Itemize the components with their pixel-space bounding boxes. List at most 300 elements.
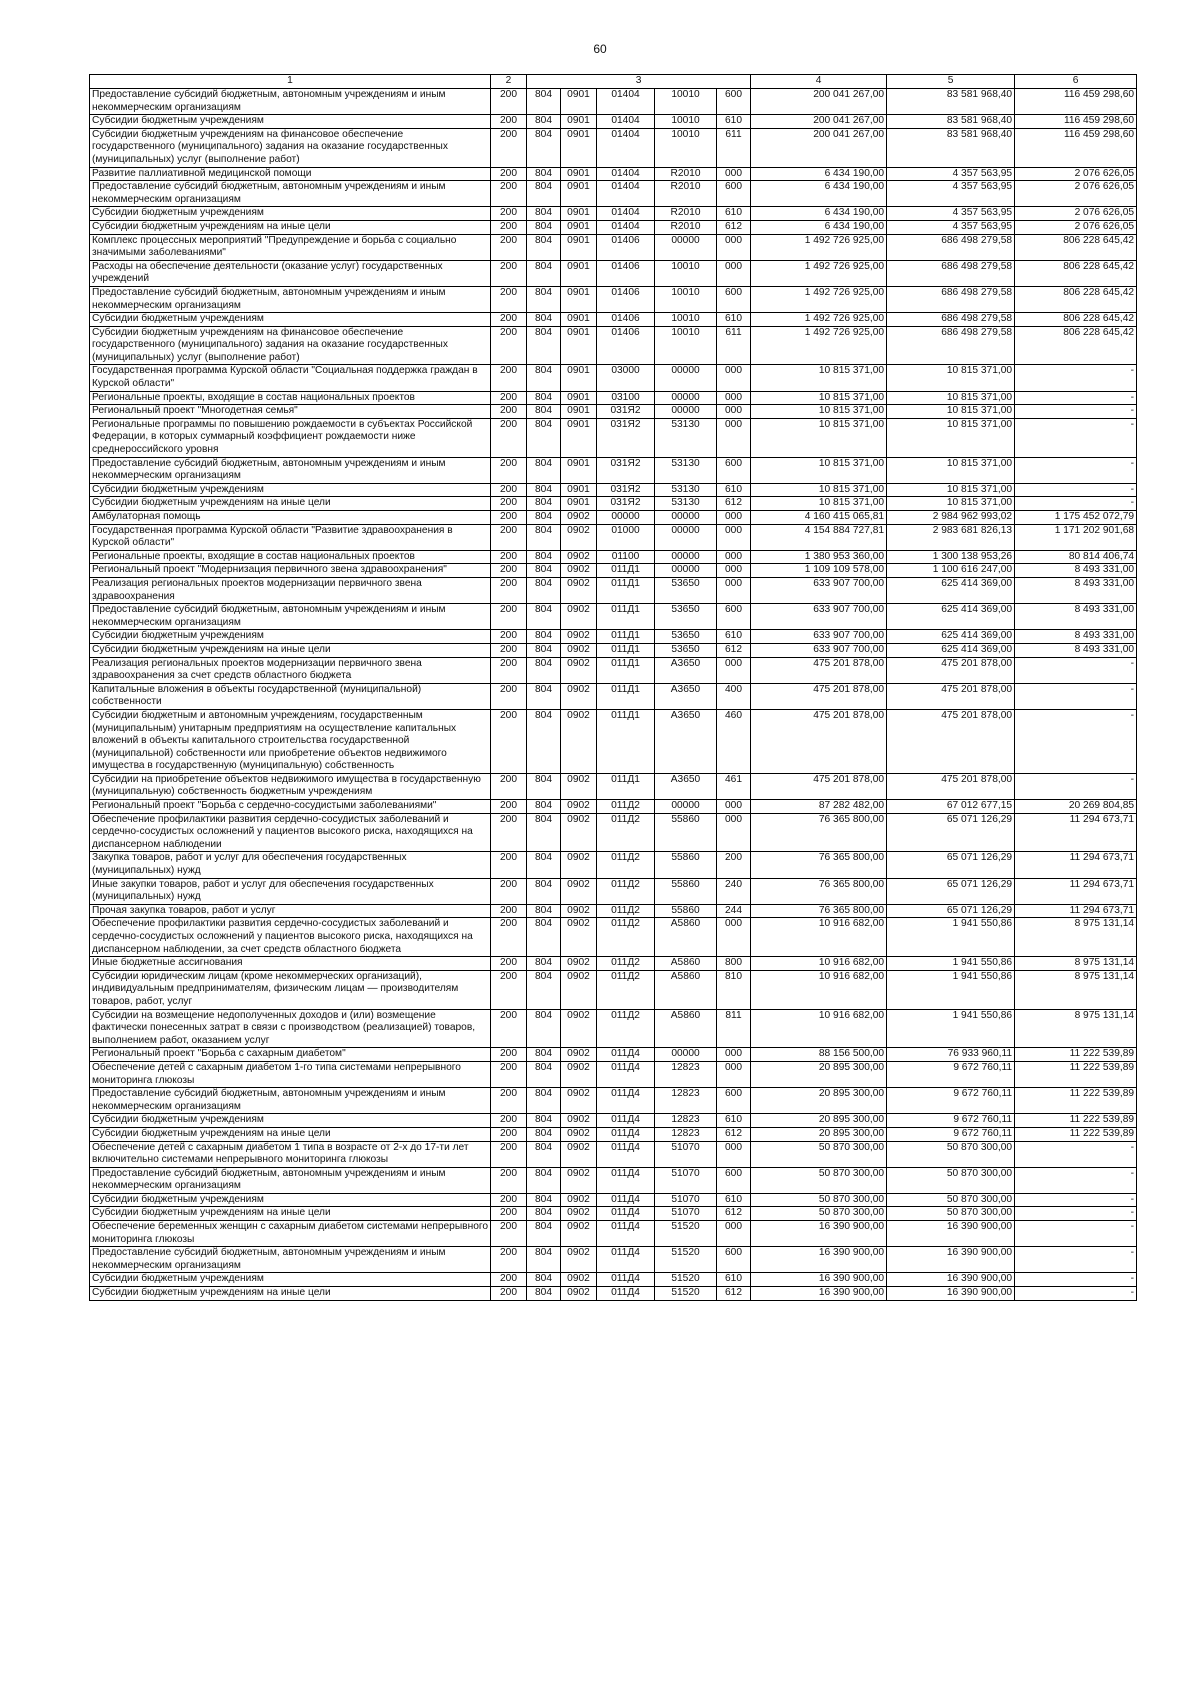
plan-amount-cell: 76 365 800,00 bbox=[751, 852, 887, 878]
direction-code-cell: R2010 bbox=[655, 207, 717, 221]
program-code-cell: 011Д1 bbox=[597, 773, 655, 799]
table-row bbox=[90, 418, 1137, 457]
name-cell: Субсидии юридическим лицам (кроме некоммерческих организаций), индивидуальным предпринимателям, физическим лицам — производителям товаров, работ, услуг bbox=[90, 970, 491, 1009]
section-code-cell: 804 bbox=[527, 800, 561, 814]
plan-amount-cell: 10 815 371,00 bbox=[751, 483, 887, 497]
expense-type-cell: 000 bbox=[717, 234, 751, 260]
expense-type-cell: 600 bbox=[717, 1088, 751, 1114]
subsection-code-cell: 0902 bbox=[561, 643, 597, 657]
name-cell: Субсидии на возмещение недополученных доходов и (или) возмещение фактически понесенных затрат в связи с производством (реализацией) товаров, выполнением работ, оказанием услуг bbox=[90, 1009, 491, 1048]
direction-code-cell: 53130 bbox=[655, 497, 717, 511]
subsection-code-cell: 0902 bbox=[561, 773, 597, 799]
plan-amount-cell: 6 434 190,00 bbox=[751, 220, 887, 234]
direction-code-cell: А3650 bbox=[655, 709, 717, 773]
plan-amount-cell: 475 201 878,00 bbox=[751, 709, 887, 773]
section-code-cell: 804 bbox=[527, 220, 561, 234]
executed-amount-cell: 9 672 760,11 bbox=[887, 1127, 1015, 1141]
name-cell: Субсидии бюджетным учреждениям bbox=[90, 483, 491, 497]
expense-type-cell: 600 bbox=[717, 457, 751, 483]
executed-amount-cell: 475 201 878,00 bbox=[887, 709, 1015, 773]
direction-code-cell: 55860 bbox=[655, 813, 717, 852]
executed-amount-cell: 625 414 369,00 bbox=[887, 577, 1015, 603]
table-row bbox=[90, 220, 1137, 234]
executed-amount-cell: 4 357 563,95 bbox=[887, 220, 1015, 234]
admin-code-cell: 200 bbox=[491, 260, 527, 286]
remainder-amount-cell: 8 975 131,14 bbox=[1015, 957, 1137, 971]
admin-code-cell: 200 bbox=[491, 852, 527, 878]
plan-amount-cell: 6 434 190,00 bbox=[751, 181, 887, 207]
admin-code-cell: 200 bbox=[491, 1127, 527, 1141]
remainder-amount-cell: - bbox=[1015, 1193, 1137, 1207]
expense-type-cell: 610 bbox=[717, 630, 751, 644]
expense-type-cell: 610 bbox=[717, 483, 751, 497]
remainder-amount-cell: 11 294 673,71 bbox=[1015, 904, 1137, 918]
table-row bbox=[90, 181, 1137, 207]
direction-code-cell: 53650 bbox=[655, 630, 717, 644]
executed-amount-cell: 10 815 371,00 bbox=[887, 483, 1015, 497]
name-cell: Развитие паллиативной медицинской помощи bbox=[90, 167, 491, 181]
name-cell: Субсидии бюджетным учреждениям на иные цели bbox=[90, 1207, 491, 1221]
subsection-code-cell: 0901 bbox=[561, 405, 597, 419]
expense-type-cell: 461 bbox=[717, 773, 751, 799]
expense-type-cell: 610 bbox=[717, 1193, 751, 1207]
direction-code-cell: 53130 bbox=[655, 457, 717, 483]
table-row bbox=[90, 630, 1137, 644]
executed-amount-cell: 83 581 968,40 bbox=[887, 128, 1015, 167]
section-code-cell: 804 bbox=[527, 1114, 561, 1128]
name-cell: Амбулаторная помощь bbox=[90, 511, 491, 525]
executed-amount-cell: 475 201 878,00 bbox=[887, 657, 1015, 683]
plan-amount-cell: 10 815 371,00 bbox=[751, 418, 887, 457]
direction-code-cell: 00000 bbox=[655, 1048, 717, 1062]
expense-type-cell: 000 bbox=[717, 1141, 751, 1167]
admin-code-cell: 200 bbox=[491, 1048, 527, 1062]
table-row bbox=[90, 207, 1137, 221]
table-row bbox=[90, 577, 1137, 603]
section-code-cell: 804 bbox=[527, 181, 561, 207]
section-code-cell: 804 bbox=[527, 326, 561, 365]
name-cell: Региональные проекты, входящие в состав национальных проектов bbox=[90, 391, 491, 405]
expense-type-cell: 000 bbox=[717, 1061, 751, 1087]
subsection-code-cell: 0901 bbox=[561, 286, 597, 312]
program-code-cell: 01406 bbox=[597, 234, 655, 260]
admin-code-cell: 200 bbox=[491, 1193, 527, 1207]
section-code-cell: 804 bbox=[527, 511, 561, 525]
executed-amount-cell: 686 498 279,58 bbox=[887, 260, 1015, 286]
name-cell: Предоставление субсидий бюджетным, автономным учреждениям и иным некоммерческим организациям bbox=[90, 1088, 491, 1114]
admin-code-cell: 200 bbox=[491, 457, 527, 483]
admin-code-cell: 200 bbox=[491, 128, 527, 167]
remainder-amount-cell: 11 222 539,89 bbox=[1015, 1088, 1137, 1114]
direction-code-cell: 51520 bbox=[655, 1287, 717, 1301]
expense-type-cell: 600 bbox=[717, 89, 751, 115]
program-code-cell: 011Д4 bbox=[597, 1114, 655, 1128]
expense-type-cell: 000 bbox=[717, 813, 751, 852]
executed-amount-cell: 10 815 371,00 bbox=[887, 391, 1015, 405]
program-code-cell: 011Д4 bbox=[597, 1247, 655, 1273]
table-row bbox=[90, 234, 1137, 260]
name-cell: Иные бюджетные ассигнования bbox=[90, 957, 491, 971]
direction-code-cell: 51070 bbox=[655, 1193, 717, 1207]
admin-code-cell: 200 bbox=[491, 207, 527, 221]
program-code-cell: 011Д1 bbox=[597, 683, 655, 709]
executed-amount-cell: 50 870 300,00 bbox=[887, 1207, 1015, 1221]
admin-code-cell: 200 bbox=[491, 630, 527, 644]
section-code-cell: 804 bbox=[527, 1127, 561, 1141]
program-code-cell: 011Д4 bbox=[597, 1287, 655, 1301]
executed-amount-cell: 686 498 279,58 bbox=[887, 286, 1015, 312]
expense-type-cell: 000 bbox=[717, 657, 751, 683]
remainder-amount-cell: - bbox=[1015, 1167, 1137, 1193]
section-code-cell: 804 bbox=[527, 1247, 561, 1273]
admin-code-cell: 200 bbox=[491, 1273, 527, 1287]
direction-code-cell: 10010 bbox=[655, 128, 717, 167]
table-row bbox=[90, 852, 1137, 878]
section-code-cell: 804 bbox=[527, 497, 561, 511]
section-code-cell: 804 bbox=[527, 604, 561, 630]
program-code-cell: 01000 bbox=[597, 524, 655, 550]
name-cell: Субсидии бюджетным учреждениям на финансовое обеспечение государственного (муниципального) задания на оказание государственных (муниципальных) услуг (выполнение работ) bbox=[90, 128, 491, 167]
name-cell: Региональный проект "Борьба с сердечно-сосудистыми заболеваниями" bbox=[90, 800, 491, 814]
executed-amount-cell: 65 071 126,29 bbox=[887, 904, 1015, 918]
header-col-1: 1 bbox=[90, 75, 491, 89]
admin-code-cell: 200 bbox=[491, 313, 527, 327]
admin-code-cell: 200 bbox=[491, 167, 527, 181]
expense-type-cell: 600 bbox=[717, 286, 751, 312]
table-row bbox=[90, 918, 1137, 957]
table-row bbox=[90, 511, 1137, 525]
section-code-cell: 804 bbox=[527, 1088, 561, 1114]
plan-amount-cell: 76 365 800,00 bbox=[751, 813, 887, 852]
subsection-code-cell: 0901 bbox=[561, 483, 597, 497]
plan-amount-cell: 16 390 900,00 bbox=[751, 1273, 887, 1287]
direction-code-cell: 55860 bbox=[655, 878, 717, 904]
program-code-cell: 01404 bbox=[597, 207, 655, 221]
table-row bbox=[90, 709, 1137, 773]
direction-code-cell: 00000 bbox=[655, 550, 717, 564]
admin-code-cell: 200 bbox=[491, 643, 527, 657]
subsection-code-cell: 0902 bbox=[561, 852, 597, 878]
table-row bbox=[90, 904, 1137, 918]
executed-amount-cell: 65 071 126,29 bbox=[887, 813, 1015, 852]
subsection-code-cell: 0901 bbox=[561, 220, 597, 234]
subsection-code-cell: 0901 bbox=[561, 207, 597, 221]
admin-code-cell: 200 bbox=[491, 115, 527, 129]
subsection-code-cell: 0902 bbox=[561, 1009, 597, 1048]
program-code-cell: 011Д1 bbox=[597, 709, 655, 773]
name-cell: Субсидии на приобретение объектов недвижимого имущества в государственную (муниципальную) собственность бюджетным учреждениям bbox=[90, 773, 491, 799]
plan-amount-cell: 20 895 300,00 bbox=[751, 1088, 887, 1114]
subsection-code-cell: 0901 bbox=[561, 497, 597, 511]
direction-code-cell: 12823 bbox=[655, 1088, 717, 1114]
plan-amount-cell: 10 916 682,00 bbox=[751, 957, 887, 971]
section-code-cell: 804 bbox=[527, 709, 561, 773]
remainder-amount-cell: 11 222 539,89 bbox=[1015, 1127, 1137, 1141]
admin-code-cell: 200 bbox=[491, 577, 527, 603]
expense-type-cell: 600 bbox=[717, 1167, 751, 1193]
direction-code-cell: 00000 bbox=[655, 524, 717, 550]
section-code-cell: 804 bbox=[527, 577, 561, 603]
admin-code-cell: 200 bbox=[491, 418, 527, 457]
remainder-amount-cell: 11 222 539,89 bbox=[1015, 1048, 1137, 1062]
table-row bbox=[90, 89, 1137, 115]
plan-amount-cell: 20 895 300,00 bbox=[751, 1127, 887, 1141]
remainder-amount-cell: - bbox=[1015, 365, 1137, 391]
admin-code-cell: 200 bbox=[491, 89, 527, 115]
expense-type-cell: 000 bbox=[717, 1048, 751, 1062]
executed-amount-cell: 1 941 550,86 bbox=[887, 918, 1015, 957]
expense-type-cell: 800 bbox=[717, 957, 751, 971]
name-cell: Субсидии бюджетным учреждениям bbox=[90, 1114, 491, 1128]
executed-amount-cell: 4 357 563,95 bbox=[887, 207, 1015, 221]
direction-code-cell: 51520 bbox=[655, 1273, 717, 1287]
program-code-cell: 011Д2 bbox=[597, 904, 655, 918]
executed-amount-cell: 76 933 960,11 bbox=[887, 1048, 1015, 1062]
subsection-code-cell: 0902 bbox=[561, 683, 597, 709]
program-code-cell: 01100 bbox=[597, 550, 655, 564]
expense-type-cell: 000 bbox=[717, 918, 751, 957]
plan-amount-cell: 6 434 190,00 bbox=[751, 167, 887, 181]
name-cell: Субсидии бюджетным учреждениям bbox=[90, 630, 491, 644]
remainder-amount-cell: 8 493 331,00 bbox=[1015, 577, 1137, 603]
direction-code-cell: 10010 bbox=[655, 89, 717, 115]
plan-amount-cell: 10 815 371,00 bbox=[751, 405, 887, 419]
direction-code-cell: А5860 bbox=[655, 1009, 717, 1048]
expense-type-cell: 000 bbox=[717, 524, 751, 550]
subsection-code-cell: 0902 bbox=[561, 1088, 597, 1114]
name-cell: Государственная программа Курской области "Социальная поддержка граждан в Курской области" bbox=[90, 365, 491, 391]
plan-amount-cell: 50 870 300,00 bbox=[751, 1167, 887, 1193]
plan-amount-cell: 76 365 800,00 bbox=[751, 904, 887, 918]
expense-type-cell: 000 bbox=[717, 260, 751, 286]
remainder-amount-cell: 1 171 202 901,68 bbox=[1015, 524, 1137, 550]
plan-amount-cell: 50 870 300,00 bbox=[751, 1207, 887, 1221]
executed-amount-cell: 50 870 300,00 bbox=[887, 1167, 1015, 1193]
expense-type-cell: 610 bbox=[717, 115, 751, 129]
table-row bbox=[90, 1009, 1137, 1048]
section-code-cell: 804 bbox=[527, 683, 561, 709]
plan-amount-cell: 16 390 900,00 bbox=[751, 1221, 887, 1247]
admin-code-cell: 200 bbox=[491, 709, 527, 773]
plan-amount-cell: 87 282 482,00 bbox=[751, 800, 887, 814]
expense-type-cell: 000 bbox=[717, 511, 751, 525]
subsection-code-cell: 0902 bbox=[561, 550, 597, 564]
plan-amount-cell: 1 492 726 925,00 bbox=[751, 326, 887, 365]
name-cell: Закупка товаров, работ и услуг для обеспечения государственных (муниципальных) нужд bbox=[90, 852, 491, 878]
section-code-cell: 804 bbox=[527, 234, 561, 260]
table-row bbox=[90, 1167, 1137, 1193]
plan-amount-cell: 10 916 682,00 bbox=[751, 918, 887, 957]
program-code-cell: 011Д1 bbox=[597, 657, 655, 683]
remainder-amount-cell: 8 975 131,14 bbox=[1015, 1009, 1137, 1048]
remainder-amount-cell: 116 459 298,60 bbox=[1015, 128, 1137, 167]
admin-code-cell: 200 bbox=[491, 483, 527, 497]
executed-amount-cell: 625 414 369,00 bbox=[887, 604, 1015, 630]
plan-amount-cell: 50 870 300,00 bbox=[751, 1193, 887, 1207]
section-code-cell: 804 bbox=[527, 1273, 561, 1287]
admin-code-cell: 200 bbox=[491, 918, 527, 957]
program-code-cell: 011Д1 bbox=[597, 564, 655, 578]
remainder-amount-cell: 8 493 331,00 bbox=[1015, 604, 1137, 630]
section-code-cell: 804 bbox=[527, 564, 561, 578]
program-code-cell: 011Д4 bbox=[597, 1221, 655, 1247]
expense-type-cell: 610 bbox=[717, 207, 751, 221]
table-row bbox=[90, 365, 1137, 391]
section-code-cell: 804 bbox=[527, 1048, 561, 1062]
subsection-code-cell: 0902 bbox=[561, 957, 597, 971]
plan-amount-cell: 16 390 900,00 bbox=[751, 1287, 887, 1301]
table-row bbox=[90, 564, 1137, 578]
name-cell: Прочая закупка товаров, работ и услуг bbox=[90, 904, 491, 918]
admin-code-cell: 200 bbox=[491, 564, 527, 578]
direction-code-cell: А5860 bbox=[655, 918, 717, 957]
subsection-code-cell: 0902 bbox=[561, 904, 597, 918]
name-cell: Субсидии бюджетным учреждениям bbox=[90, 313, 491, 327]
section-code-cell: 804 bbox=[527, 207, 561, 221]
direction-code-cell: 00000 bbox=[655, 511, 717, 525]
admin-code-cell: 200 bbox=[491, 657, 527, 683]
section-code-cell: 804 bbox=[527, 1193, 561, 1207]
subsection-code-cell: 0901 bbox=[561, 89, 597, 115]
admin-code-cell: 200 bbox=[491, 524, 527, 550]
remainder-amount-cell: - bbox=[1015, 1247, 1137, 1273]
plan-amount-cell: 10 815 371,00 bbox=[751, 365, 887, 391]
expense-type-cell: 610 bbox=[717, 1114, 751, 1128]
section-code-cell: 804 bbox=[527, 970, 561, 1009]
remainder-amount-cell: - bbox=[1015, 1141, 1137, 1167]
section-code-cell: 804 bbox=[527, 286, 561, 312]
program-code-cell: 031Я2 bbox=[597, 483, 655, 497]
section-code-cell: 804 bbox=[527, 918, 561, 957]
admin-code-cell: 200 bbox=[491, 773, 527, 799]
remainder-amount-cell: 806 228 645,42 bbox=[1015, 260, 1137, 286]
name-cell: Субсидии бюджетным учреждениям на иные цели bbox=[90, 1287, 491, 1301]
direction-code-cell: 00000 bbox=[655, 391, 717, 405]
plan-amount-cell: 200 041 267,00 bbox=[751, 115, 887, 129]
direction-code-cell: 55860 bbox=[655, 852, 717, 878]
expense-type-cell: 000 bbox=[717, 550, 751, 564]
subsection-code-cell: 0902 bbox=[561, 604, 597, 630]
name-cell: Субсидии бюджетным и автономным учреждениям, государственным (муниципальным) унитарным предприятиям на осуществление капитальных вложений в объекты капитального строительства государственной (муниципальной) собственности или приобретение объектов недвижимого имущества в государственную (муниципальную) собственность bbox=[90, 709, 491, 773]
expense-type-cell: 610 bbox=[717, 1273, 751, 1287]
expense-type-cell: 000 bbox=[717, 564, 751, 578]
name-cell: Субсидии бюджетным учреждениям bbox=[90, 207, 491, 221]
section-code-cell: 804 bbox=[527, 89, 561, 115]
section-code-cell: 804 bbox=[527, 167, 561, 181]
section-code-cell: 804 bbox=[527, 313, 561, 327]
table-row bbox=[90, 524, 1137, 550]
expense-type-cell: 810 bbox=[717, 970, 751, 1009]
remainder-amount-cell: - bbox=[1015, 1207, 1137, 1221]
header-row bbox=[90, 75, 1137, 89]
remainder-amount-cell: - bbox=[1015, 418, 1137, 457]
plan-amount-cell: 633 907 700,00 bbox=[751, 604, 887, 630]
expense-type-cell: 612 bbox=[717, 497, 751, 511]
section-code-cell: 804 bbox=[527, 1287, 561, 1301]
plan-amount-cell: 1 109 109 578,00 bbox=[751, 564, 887, 578]
table-row bbox=[90, 483, 1137, 497]
section-code-cell: 804 bbox=[527, 1207, 561, 1221]
executed-amount-cell: 686 498 279,58 bbox=[887, 234, 1015, 260]
plan-amount-cell: 4 154 884 727,81 bbox=[751, 524, 887, 550]
section-code-cell: 804 bbox=[527, 391, 561, 405]
name-cell: Обеспечение детей с сахарным диабетом 1 типа в возрасте от 2-х до 17-ти лет включительно системами непрерывного мониторинга глюкозы bbox=[90, 1141, 491, 1167]
table-row bbox=[90, 878, 1137, 904]
program-code-cell: 011Д4 bbox=[597, 1088, 655, 1114]
program-code-cell: 01406 bbox=[597, 286, 655, 312]
name-cell: Комплекс процессных мероприятий "Предупреждение и борьба с социально значимыми заболеваниями" bbox=[90, 234, 491, 260]
section-code-cell: 804 bbox=[527, 852, 561, 878]
executed-amount-cell: 1 100 616 247,00 bbox=[887, 564, 1015, 578]
program-code-cell: 011Д1 bbox=[597, 604, 655, 630]
subsection-code-cell: 0902 bbox=[561, 1247, 597, 1273]
admin-code-cell: 200 bbox=[491, 326, 527, 365]
plan-amount-cell: 20 895 300,00 bbox=[751, 1061, 887, 1087]
executed-amount-cell: 1 941 550,86 bbox=[887, 957, 1015, 971]
table-row bbox=[90, 497, 1137, 511]
executed-amount-cell: 625 414 369,00 bbox=[887, 643, 1015, 657]
executed-amount-cell: 1 300 138 953,26 bbox=[887, 550, 1015, 564]
remainder-amount-cell: 20 269 804,85 bbox=[1015, 800, 1137, 814]
direction-code-cell: R2010 bbox=[655, 220, 717, 234]
program-code-cell: 011Д4 bbox=[597, 1273, 655, 1287]
name-cell: Предоставление субсидий бюджетным, автономным учреждениям и иным некоммерческим организациям bbox=[90, 604, 491, 630]
header-col-4: 4 bbox=[751, 75, 887, 89]
admin-code-cell: 200 bbox=[491, 286, 527, 312]
remainder-amount-cell: - bbox=[1015, 405, 1137, 419]
name-cell: Обеспечение детей с сахарным диабетом 1-го типа системами непрерывного мониторинга глюкозы bbox=[90, 1061, 491, 1087]
executed-amount-cell: 625 414 369,00 bbox=[887, 630, 1015, 644]
remainder-amount-cell: 1 175 452 072,79 bbox=[1015, 511, 1137, 525]
table-row bbox=[90, 550, 1137, 564]
program-code-cell: 011Д2 bbox=[597, 878, 655, 904]
plan-amount-cell: 475 201 878,00 bbox=[751, 773, 887, 799]
remainder-amount-cell: 806 228 645,42 bbox=[1015, 313, 1137, 327]
expense-type-cell: 612 bbox=[717, 1207, 751, 1221]
program-code-cell: 031Я2 bbox=[597, 405, 655, 419]
name-cell: Субсидии бюджетным учреждениям bbox=[90, 115, 491, 129]
section-code-cell: 804 bbox=[527, 630, 561, 644]
name-cell: Обеспечение профилактики развития сердечно-сосудистых заболеваний и сердечно-сосудистых осложнений у пациентов высокого риска, находящихся на диспансерном наблюдении, за счет средств областного бюджета bbox=[90, 918, 491, 957]
expense-type-cell: 240 bbox=[717, 878, 751, 904]
name-cell: Субсидии бюджетным учреждениям на иные цели bbox=[90, 1127, 491, 1141]
admin-code-cell: 200 bbox=[491, 957, 527, 971]
direction-code-cell: 00000 bbox=[655, 800, 717, 814]
executed-amount-cell: 16 390 900,00 bbox=[887, 1221, 1015, 1247]
subsection-code-cell: 0902 bbox=[561, 1287, 597, 1301]
executed-amount-cell: 2 984 962 993,02 bbox=[887, 511, 1015, 525]
table-row bbox=[90, 957, 1137, 971]
executed-amount-cell: 475 201 878,00 bbox=[887, 773, 1015, 799]
table-row bbox=[90, 167, 1137, 181]
program-code-cell: 011Д2 bbox=[597, 852, 655, 878]
plan-amount-cell: 88 156 500,00 bbox=[751, 1048, 887, 1062]
subsection-code-cell: 0902 bbox=[561, 1141, 597, 1167]
table-row bbox=[90, 657, 1137, 683]
program-code-cell: 011Д2 bbox=[597, 970, 655, 1009]
remainder-amount-cell: 11 222 539,89 bbox=[1015, 1061, 1137, 1087]
program-code-cell: 03000 bbox=[597, 365, 655, 391]
direction-code-cell: А3650 bbox=[655, 683, 717, 709]
name-cell: Иные закупки товаров, работ и услуг для обеспечения государственных (муниципальных) нужд bbox=[90, 878, 491, 904]
admin-code-cell: 200 bbox=[491, 391, 527, 405]
subsection-code-cell: 0901 bbox=[561, 260, 597, 286]
expense-type-cell: 000 bbox=[717, 167, 751, 181]
expense-type-cell: 612 bbox=[717, 220, 751, 234]
section-code-cell: 804 bbox=[527, 128, 561, 167]
subsection-code-cell: 0902 bbox=[561, 1273, 597, 1287]
subsection-code-cell: 0901 bbox=[561, 365, 597, 391]
